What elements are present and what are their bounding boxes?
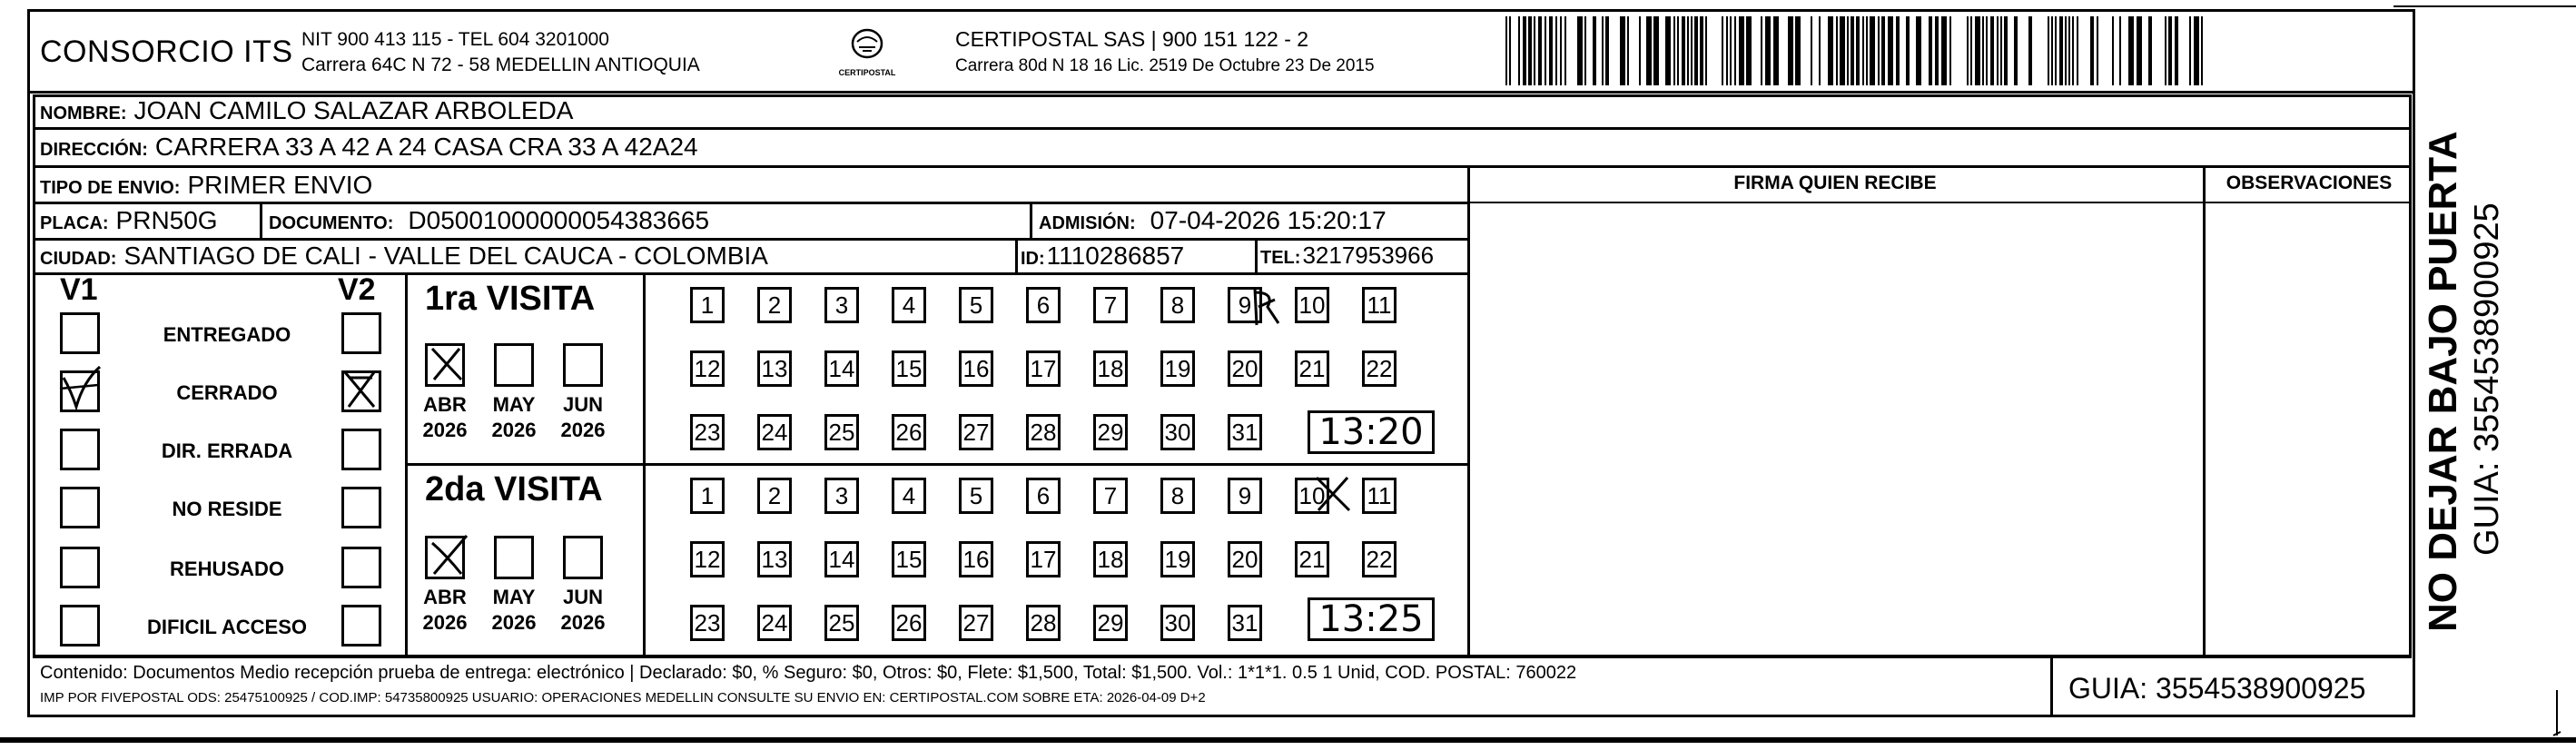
visit2-day-box[interactable]: 5 [959,478,993,514]
admision-row [1039,206,1387,235]
visit2-day-box[interactable]: 25 [824,605,859,641]
visit2-month-name: ABR [423,586,467,608]
visit1-day-box[interactable]: 2 [757,287,792,323]
visit2-day-box[interactable]: 30 [1160,605,1195,641]
row-line-4 [33,238,1467,241]
company-nit: NIT 900 413 115 - TEL 604 3201000 [301,29,609,50]
visit1-day-box[interactable]: 28 [1026,414,1061,450]
visit1-month-name: MAY [492,393,536,416]
visit1-day-box[interactable]: 16 [959,350,993,387]
visit1-day-box[interactable]: 3 [824,287,859,323]
nombre-row [40,96,573,125]
ciudad-label: CIUDAD: [40,249,117,269]
side-guia: GUIA: 3554538900925 [2468,202,2506,556]
header-top-right-line [2393,5,2576,7]
visit2-day-box[interactable]: 3 [824,478,859,514]
nombre-value: JOAN CAMILO SALAZAR ARBOLEDA [133,96,574,124]
visit1-day-box[interactable]: 29 [1093,414,1128,450]
side-warning: NO DEJAR BAJO PUERTA [2421,131,2465,632]
visit1-month-year: 2026 [491,419,537,441]
visit2-month-name: JUN [562,586,603,608]
visit2-day-box[interactable]: 4 [892,478,926,514]
bottom-bar [0,737,2576,743]
visit1-day-box[interactable]: 1 [690,287,725,323]
ciudad-row [40,242,768,271]
footer-guia: GUIA: 3554538900925 [2068,672,2366,705]
postal-company: CERTIPOSTAL SAS | 900 151 122 - 2 [955,27,1309,51]
visit2-day-box[interactable]: 8 [1160,478,1195,514]
footer-line1: Contenido: Documentos Medio recepción prueba de entrega: electrónico | Declarado: $0, % Seguro: $0, Otros: $0, Flete: $1,500, Total: $1,500. Vol.: 1*1*1. 0.5 1 Unid, COD. POSTAL: 760022 [40,663,1577,683]
visit2-day-box[interactable]: 1 [690,478,725,514]
documento-label: DOCUMENTO: [269,213,394,233]
visit2-day-box[interactable]: 22 [1362,541,1397,577]
row-line-1 [33,127,2412,130]
visit2-day-box[interactable]: 16 [959,541,993,577]
visit1-day-box[interactable]: 5 [959,287,993,323]
visit1-month-year: 2026 [560,419,606,441]
visit2-day-box[interactable]: 6 [1026,478,1061,514]
admision-value: 07-04-2026 15:20:17 [1150,206,1387,234]
documento-row [269,206,709,235]
visit1-day-box[interactable]: 31 [1228,414,1262,450]
visit1-day-box[interactable]: 6 [1026,287,1061,323]
visit1-day-box[interactable]: 24 [757,414,792,450]
visit2-month-checkbox[interactable] [494,536,534,579]
admision-label: ADMISIÓN: [1039,213,1136,233]
nombre-label: NOMBRE: [40,104,127,123]
visit1-month-name: JUN [562,393,603,416]
tel-label: TEL: [1260,248,1301,268]
tipo-label: TIPO DE ENVIO: [40,178,181,198]
visit2-day-box[interactable]: 19 [1160,541,1195,577]
visit1-month-label [550,392,616,443]
visit1-day-box[interactable]: 12 [690,350,725,387]
visit2-month-name: MAY [492,586,536,608]
visit2-day-box[interactable]: 26 [892,605,926,641]
visit1-day-box[interactable]: 25 [824,414,859,450]
visit2-day-box[interactable]: 28 [1026,605,1061,641]
visit2-day-box[interactable]: 14 [824,541,859,577]
visit1-month-checkbox[interactable] [563,343,603,387]
visit2-day-box[interactable]: 15 [892,541,926,577]
visit1-day-box[interactable]: 17 [1026,350,1061,387]
visit2-day-box[interactable]: 24 [757,605,792,641]
tel-row [1260,242,1434,270]
row-line-3b [1467,202,2412,203]
placa-value: PRN50G [115,206,218,234]
visit2-title: 2da VISITA [425,470,603,508]
visit1-day-box[interactable]: 9 [1228,287,1262,323]
visit1-day-box[interactable]: 7 [1093,287,1128,323]
direccion-value: CARRERA 33 A 42 A 24 CASA CRA 33 A 42A24 [154,133,698,161]
id-divider [1015,238,1018,272]
visit1-day-box[interactable]: 20 [1228,350,1262,387]
status-v2-checkbox[interactable] [341,547,381,588]
status-label: ENTREGADO [163,323,291,346]
status-label: NO RESIDE [172,498,282,520]
visit2-time: 13:25 [1308,597,1435,641]
visit1-day-box[interactable]: 22 [1362,350,1397,387]
status-v2-checkbox[interactable] [341,370,381,412]
visit1-day-box[interactable]: 15 [892,350,926,387]
visit2-day-box[interactable]: 20 [1228,541,1262,577]
visit1-day-box[interactable]: 30 [1160,414,1195,450]
status-v1-checkbox[interactable] [60,370,100,412]
visit1-day-box[interactable]: 4 [892,287,926,323]
visit1-day-box[interactable]: 23 [690,414,725,450]
visit1-title: 1ra VISITA [425,280,596,318]
status-v2-checkbox[interactable] [341,605,381,646]
tel-value: 3217953966 [1302,242,1435,269]
obs-left-border [2203,165,2206,657]
tel-divider [1255,238,1258,272]
visit1-day-box[interactable]: 13 [757,350,792,387]
visit2-day-box[interactable]: 12 [690,541,725,577]
status-v1-checkbox[interactable] [60,547,100,588]
visit1-day-box[interactable]: 11 [1362,287,1397,323]
row-line-3 [33,202,1467,204]
status-v1-checkbox[interactable] [60,429,100,470]
status-v1-checkbox[interactable] [60,312,100,354]
visit2-day-box[interactable]: 11 [1362,478,1397,514]
placa-divider [260,202,262,238]
visit1-time: 13:20 [1308,410,1435,454]
status-label: REHUSADO [170,558,284,580]
company-address: Carrera 64C N 72 - 58 MEDELLIN ANTIOQUIA [301,54,700,75]
status-label: CERRADO [176,381,278,404]
ciudad-value: SANTIAGO DE CALI - VALLE DEL CAUCA - COLOMBIA [123,242,768,270]
visit2-day-box[interactable]: 21 [1295,541,1329,577]
visit1-month-checkbox[interactable] [494,343,534,387]
id-row [1021,242,1184,271]
footer-guia-divider [2050,656,2053,717]
status-label: DIFICIL ACCESO [146,616,307,638]
direccion-label: DIRECCIÓN: [40,140,148,160]
footer-line2: IMP POR FIVEPOSTAL ODS: 25475100925 / COD.IMP: 54735800925 USUARIO: OPERACIONES MEDELLIN CONSULTE SU ENVIO EN: CERTIPOSTAL.COM SOBRE ETA: 2026-04-09 D+2 [40,690,1206,706]
visit2-day-box[interactable]: 7 [1093,478,1128,514]
status-v2-checkbox[interactable] [341,429,381,470]
firma-left-border [1467,165,1470,657]
visit2-month-label [412,585,478,636]
v2-label: V2 [338,272,376,307]
visit2-day-box[interactable]: 27 [959,605,993,641]
visit1-day-box[interactable]: 26 [892,414,926,450]
documento-value: D05001000000054383665 [408,206,710,234]
edge-mark [2548,690,2566,745]
status-v2-checkbox[interactable] [341,487,381,528]
postal-address: Carrera 80d N 18 16 Lic. 2519 De Octubre 23 De 2015 [955,56,1375,75]
visit2-day-box[interactable]: 31 [1228,605,1262,641]
tipo-row [40,171,372,200]
placa-label: PLACA: [40,213,109,233]
visit-separator [405,463,1467,466]
direccion-row [40,133,698,162]
status-label: DIR. ERRADA [161,439,293,462]
visit2-day-box[interactable]: 17 [1026,541,1061,577]
visit1-day-box[interactable]: 14 [824,350,859,387]
admision-divider [1030,202,1032,238]
footer-top-line [33,656,2412,658]
row-line-2 [33,165,2412,168]
firma-header: FIRMA QUIEN RECIBE [1733,173,1937,193]
id-label: ID: [1021,249,1045,269]
row-line-5 [33,272,1467,275]
visit2-month-year: 2026 [560,611,606,634]
visit1-day-box[interactable]: 27 [959,414,993,450]
visit2-day-box[interactable]: 9 [1228,478,1262,514]
visit1-month-label [481,392,547,443]
visit1-day-box[interactable]: 18 [1093,350,1128,387]
header-separator [27,91,2415,94]
logo-text: CERTIPOSTAL [838,68,896,77]
visit1-day-box[interactable]: 21 [1295,350,1329,387]
visit1-month-name: ABR [423,393,467,416]
placa-row [40,206,218,235]
visit1-day-box[interactable]: 10 [1295,287,1329,323]
visit2-month-year: 2026 [491,611,537,634]
visit1-month-label [412,392,478,443]
status-v2-checkbox[interactable] [341,312,381,354]
visit2-day-box[interactable]: 2 [757,478,792,514]
visit2-day-box[interactable]: 13 [757,541,792,577]
status-v1-checkbox[interactable] [60,605,100,646]
company-name: CONSORCIO ITS [40,35,293,69]
visit2-day-box[interactable]: 23 [690,605,725,641]
visit1-month-year: 2026 [422,419,468,441]
visit2-day-box[interactable]: 10 [1295,478,1329,514]
visit2-month-label [481,585,547,636]
visit2-month-checkbox[interactable] [563,536,603,579]
observaciones-header: OBSERVACIONES [2226,173,2393,193]
visit2-day-box[interactable]: 18 [1093,541,1128,577]
visit1-month-checkbox[interactable] [425,343,465,387]
visit2-month-year: 2026 [422,611,468,634]
visit2-month-label [550,585,616,636]
id-value: 1110286857 [1046,242,1185,270]
tipo-value: PRIMER ENVIO [187,171,373,199]
status-v1-checkbox[interactable] [60,487,100,528]
visit2-month-checkbox[interactable] [425,536,465,579]
visit1-day-box[interactable]: 8 [1160,287,1195,323]
visit1-day-box[interactable]: 19 [1160,350,1195,387]
v1-label: V1 [60,272,98,307]
visit2-day-box[interactable]: 29 [1093,605,1128,641]
